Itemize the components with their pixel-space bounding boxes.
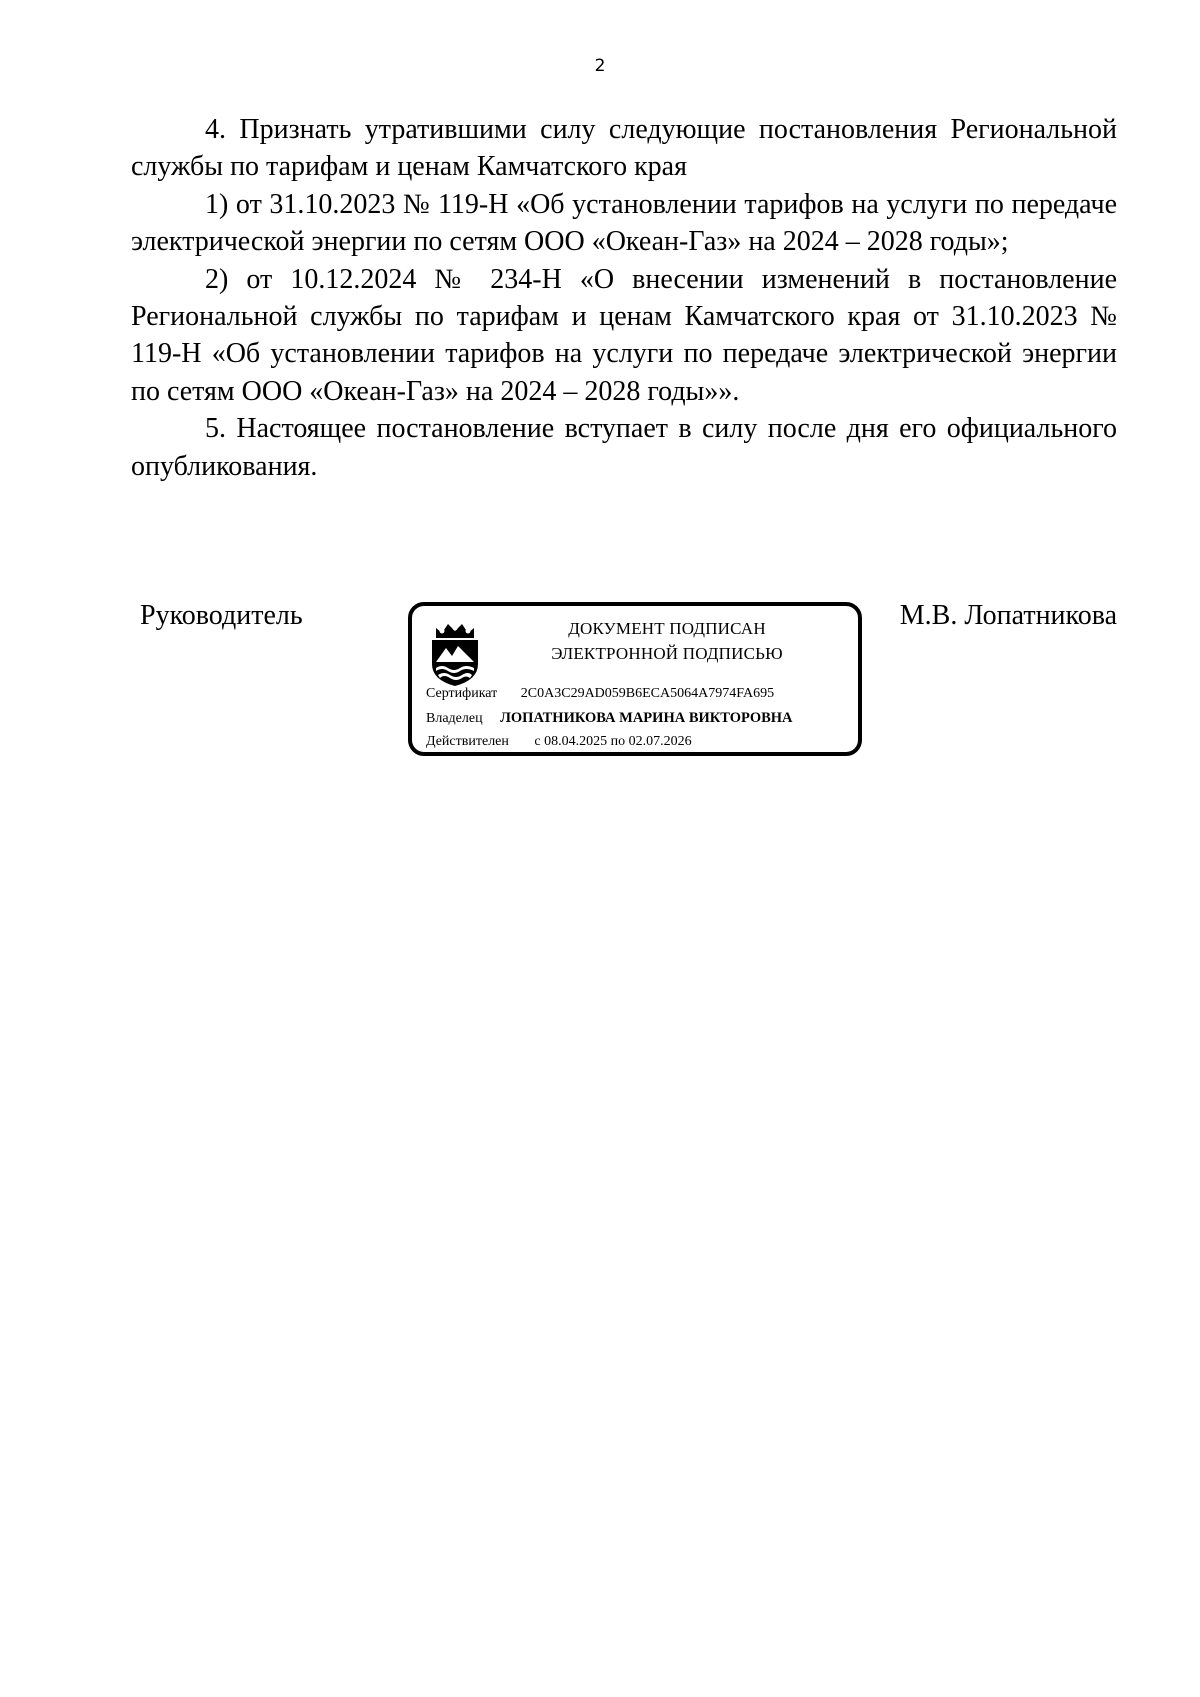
stamp-title-line1: ДОКУМЕНТ ПОДПИСАН [568,619,766,638]
signature-block [0,600,1200,760]
certificate-value: 2C0A3C29AD059B6ECA5064A7974FA695 [520,686,775,701]
paragraph-item-5: 5. Настоящее постановление вступает в силу после дня его официального опубликования. [131,413,1117,482]
electronic-signature-stamp [408,602,862,756]
signer-name: М.В. Лопатникова [899,600,1117,631]
paragraph-item-4: 4. Признать утратившими силу следующие постановления Региональной службы по тарифам и ценам Камчатского края [131,114,1117,183]
valid-value: с 08.04.2025 по 02.07.2026 [534,734,692,749]
certificate-label: Сертификат [426,686,498,701]
owner-value: ЛОПАТНИКОВА МАРИНА ВИКТОРОВНА [500,710,793,726]
stamp-title [502,616,832,666]
document-body [131,111,1117,485]
signer-position: Руководитель [140,600,303,631]
paragraph-subitem-2: 2) от 10.12.2024 № 234-Н «О внесении изменений в постановление Региональной службы по тарифам и ценам Камчатского края от 31.10.2023 № 119-Н «Об установлении тарифов на услуги по передаче электрической энергии по сетям ООО «Океан-Газ» на 2024 – 2028 годы»». [131,263,1117,407]
page-number: 2 [594,56,606,76]
kamchatka-coat-of-arms-icon [426,618,484,688]
valid-label: Действителен [426,734,509,749]
stamp-validity-row [426,734,692,750]
stamp-owner-row [426,710,793,727]
stamp-title-line2: ЭЛЕКТРОННОЙ ПОДПИСЬЮ [551,644,783,663]
owner-label: Владелец [426,711,483,726]
paragraph-subitem-1: 1) от 31.10.2023 № 119-Н «Об установлении тарифов на услуги по передаче электрической энергии по сетям ООО «Океан-Газ» на 2024 – 2028 годы»; [131,188,1117,258]
stamp-certificate-row [426,686,774,702]
